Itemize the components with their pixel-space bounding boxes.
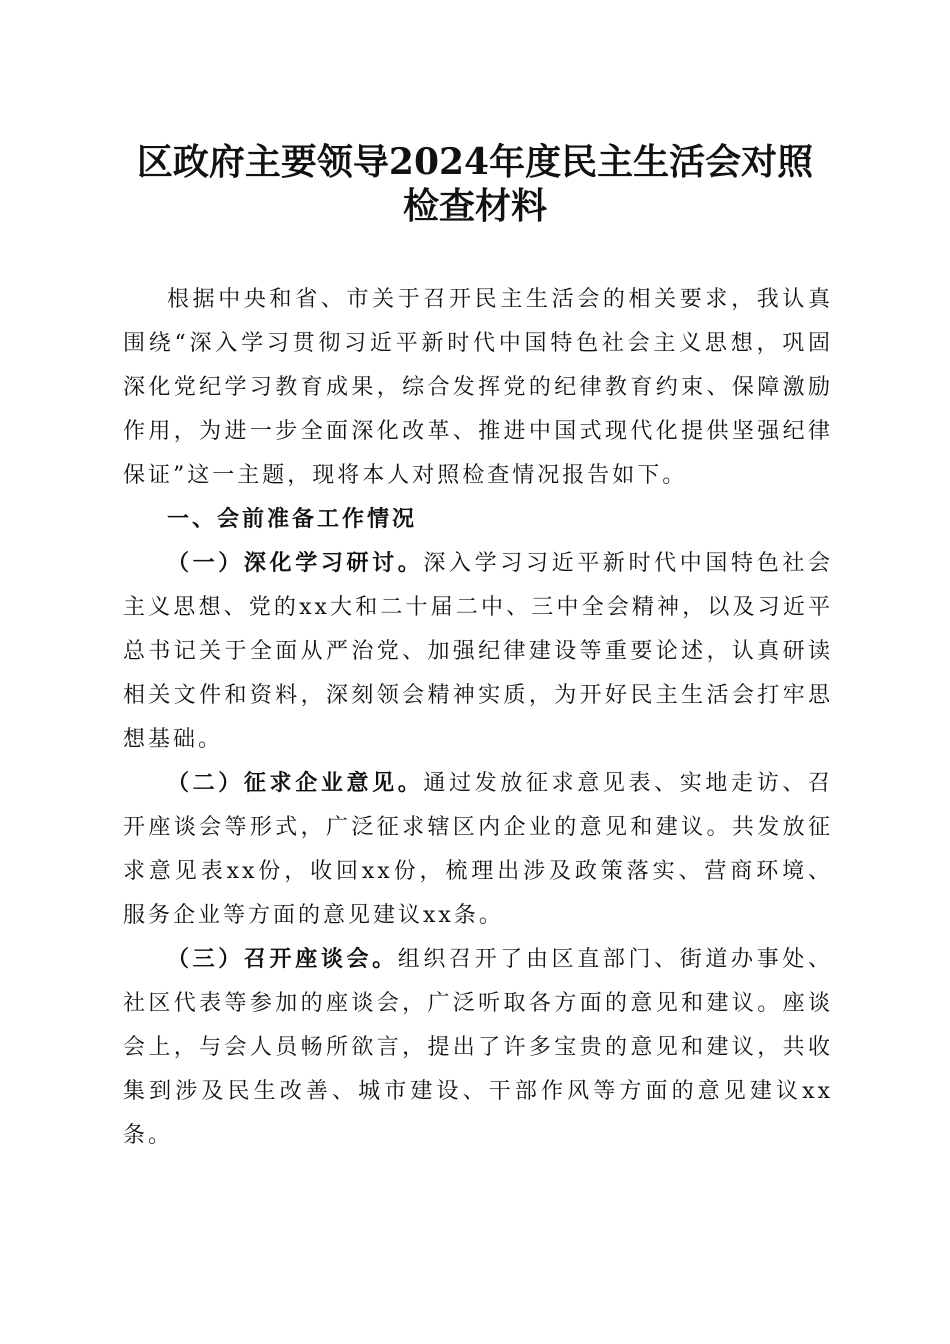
document-title: 区政府主要领导2024年度民主生活会对照检查材料 (136, 141, 814, 227)
list-item (123, 542, 833, 762)
item-text: 组织召开了由区直部门、街道办事处、社区代表等参加的座谈会，广泛听取各方面的意见和建议。座谈会上，与会人员畅所欲言，提出了许多宝贵的意见和建议，共收集到涉及民生改善、城市建设、干部作风等方面的意见建议xx条。 (123, 947, 833, 1148)
section-heading: 一、会前准备工作情况 (167, 507, 418, 532)
document-body (123, 278, 833, 1158)
item-lead: （一）深化学习研讨。 (167, 551, 424, 576)
list-item (123, 938, 833, 1158)
list-item (123, 762, 833, 938)
item-text: 通过发放征求意见表、实地走访、召开座谈会等形式，广泛征求辖区内企业的意见和建议。共发放征求意见表xx份，收回xx份，梳理出涉及政策落实、营商环境、服务企业等方面的意见建议xx条。 (123, 771, 833, 928)
item-lead: （二）征求企业意见。 (167, 771, 424, 796)
item-text: 深入学习习近平新时代中国特色社会主义思想、党的xx大和二十届二中、三中全会精神，以及习近平总书记关于全面从严治党、加强纪律建设等重要论述，认真研读相关文件和资料，深刻领会精神实质，为开好民主生活会打牢思想基础。 (123, 551, 833, 752)
item-lead: （三）召开座谈会。 (167, 947, 398, 972)
intro-paragraph: 根据中央和省、市关于召开民主生活会的相关要求，我认真围绕“深入学习贯彻习近平新时代中国特色社会主义思想，巩固深化党纪学习教育成果，综合发挥党的纪律教育约束、保障激励作用，为进一步全面深化改革、推进中国式现代化提供坚强纪律保证”这一主题，现将本人对照检查情况报告如下。 (123, 287, 833, 488)
